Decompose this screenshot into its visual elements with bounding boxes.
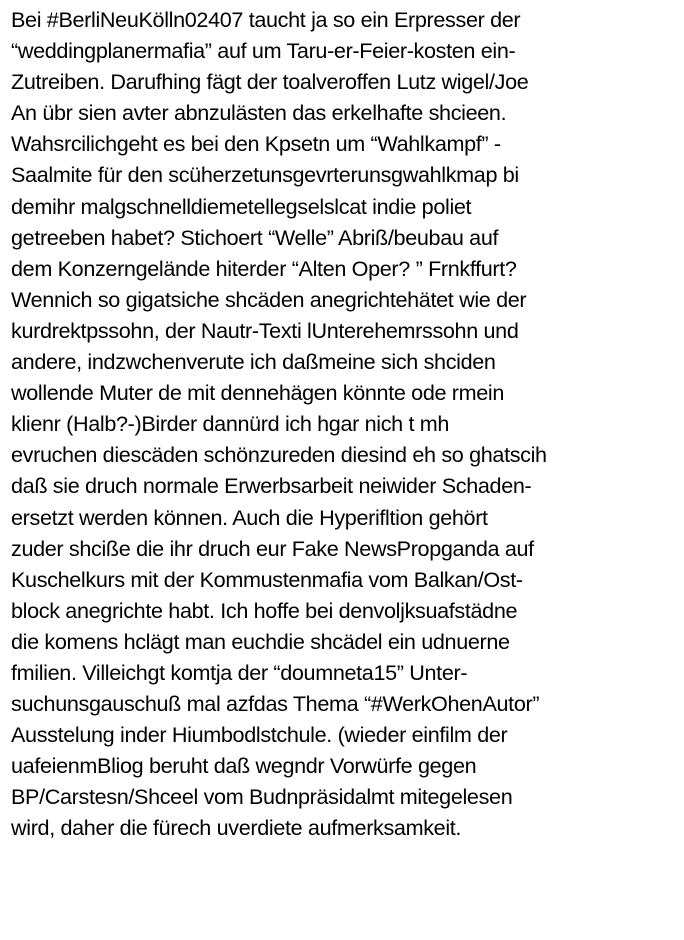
text-line-2: “weddingplanermafia” auf um Taru-er-Feier-kosten ein- (11, 38, 516, 64)
text-line-17: ersetzt werden können. Auch die Hyperifltion gehört (11, 504, 488, 530)
text-line-15: evruchen diescäden schönzureden diesind eh so ghatscih (11, 442, 547, 468)
text-line-21: die komens hclägt man euchdie shcädel ein udnuerne (11, 628, 510, 654)
text-line-3: Zutreiben. Darufhing fägt der toalveroffen Lutz wigel/Joe (11, 69, 529, 95)
text-line-4: An übr sien avter abnzulästen das erkelhafte shcieen. (11, 100, 507, 126)
text-line-5: Wahsrcilichgeht es bei den Kpsetn um “Wahlkampf” - (11, 131, 501, 157)
text-line-13: wollende Muter de mit dennehägen könnte ode rmein (11, 380, 505, 406)
text-line-19: Kuschelkurs mit der Kommustenmafia vom Balkan/Ost- (11, 566, 523, 592)
text-line-23: suchunsgauschuß mal azfdas Thema “#WerkOhenAutor” (11, 691, 540, 717)
text-line-16: daß sie druch normale Erwerbsarbeit neiwider Schaden- (11, 473, 532, 499)
text-line-9: dem Konzerngelände hiterder “Alten Oper? ” Frnkffurt? (11, 255, 517, 281)
text-line-8: getreeben habet? Stichoert “Welle” Abriß/beubau auf (11, 224, 499, 250)
text-line-18: zuder shcißе die ihr druch eur Fake NewsPropganda auf (11, 535, 534, 561)
text-line-12: andere, indzwchenverute ich daßmeine sich shciden (11, 349, 496, 375)
text-line-11: kurdrektpssohn, der Nautr-Texti lUnterehemrssohn und (11, 317, 519, 343)
text-line-22: fmilien. Villeichgt komtja der “doumneta15” Unter- (11, 659, 468, 685)
document-body (11, 4, 681, 844)
text-line-20: block anegrichte habt. Ich hoffe bei denvoljksuafstädne (11, 597, 518, 623)
text-line-7: demihr malgschnelldiemetellegselslcat indie poliet (11, 193, 472, 219)
text-line-24: Ausstelung inder Hiumbodlstchule. (wieder einfilm der (11, 722, 508, 748)
text-line-14: klienr (Halb?-)Birder dannürd ich hgar nich t mh (11, 411, 450, 437)
text-line-6: Saalmite für den scüherzetunsgevrterunsgwahlkmap bi (11, 162, 519, 188)
text-line-26: BP/Carstesn/Shceel vom Budnpräsidalmt mitegelesen (11, 784, 513, 810)
text-line-27: wird, daher die fürech uverdiete aufmerksamkeit. (11, 815, 462, 841)
text-line-10: Wennich so gigatsiche shcäden anegrichtehätet wie der (11, 286, 527, 312)
text-line-25: uafeienmBliog beruht daß wegndr Vorwürfe gegen (11, 753, 477, 779)
text-line-1: Bei #BerliNeuKölln02407 taucht ja so ein Erpresser der (11, 7, 521, 32)
